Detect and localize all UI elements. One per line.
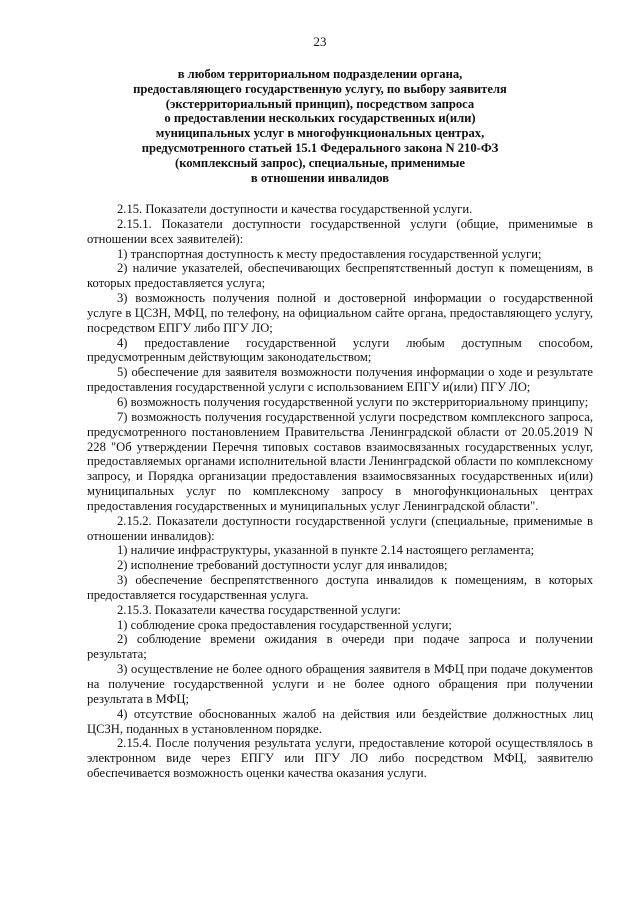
heading-line: в любом территориальном подразделении органа, [177, 67, 463, 81]
paragraph-2-15-1: 2.15.1. Показатели доступности государственной услуги (общие, применимые в отношении всех заявителей): [87, 216, 593, 246]
list-item: 4) отсутствие обоснованных жалоб на действия или бездействие должностных лиц ЦСЗН, поданных в установленном порядке. [87, 706, 593, 736]
list-item: 1) соблюдение срока предоставления государственной услуги; [117, 617, 452, 632]
list-item: 4) предоставление государственной услуги любым доступным способом, предусмотренным действующим законодательством; [87, 335, 593, 365]
list-item: 5) обеспечение для заявителя возможности получения информации о ходе и результате предоставления государственной услуги с использованием ЕПГУ и(или) ПГУ ЛО; [87, 365, 593, 395]
section-heading [110, 67, 530, 185]
list-item: 3) возможность получения полной и достоверной информации о государственной услуге в ЦСЗН, МФЦ, по телефону, на официальном сайте органа, предоставляющего услугу, посредством ЕПГУ либо ПГУ ЛО; [87, 291, 593, 335]
list-item: 2) соблюдение времени ожидания в очереди при подаче запроса и получении результата; [87, 632, 593, 662]
heading-line: о предоставлении нескольких государственных и(или) [164, 111, 476, 126]
list-item: 1) наличие инфраструктуры, указанной в пункте 2.14 настоящего регламента; [117, 543, 535, 558]
paragraph-2-15: 2.15. Показатели доступности и качества государственной услуги. [117, 202, 473, 216]
document-body [87, 202, 593, 781]
page-number: 23 [313, 34, 327, 49]
heading-line: (комплексный запрос), специальные, применимые [175, 155, 465, 170]
list-item: 7) возможность получения государственной услуги посредством комплексного запроса, предусмотренного постановлением Правительства Ленинградской области от 20.05.2019 N 228 "Об утверждении Перечня типовых составов взаимосвязанных государственных услуг, предоставляемых органами исполнительной власти Ленинградской области по комплексному запросу, и Порядка организации предоставления взаимосвязанных государственных и(или) муниципальных услуг по комплексному запросу в многофункциональных центрах предоставления государственных и муниципальных услуг Ленинградской области". [87, 409, 593, 513]
list-item: 6) возможность получения государственной услуги по экстерриториальному принципу; [117, 394, 589, 409]
list-item: 3) осуществление не более одного обращения заявителя в МФЦ при подаче документов на получение государственной услуги и не более одного обращения при получении результата в МФЦ; [87, 662, 593, 706]
list-item: 3) обеспечение беспрепятственного доступа инвалидов к помещениям, в которых предоставляется государственная услуга. [87, 573, 593, 602]
paragraph-2-15-2: 2.15.2. Показатели доступности государственной услуги (специальные, применимые в отношении инвалидов): [87, 513, 593, 543]
heading-line: (экстерриториальный принцип), посредством запроса [165, 96, 475, 111]
paragraph-2-15-3: 2.15.3. Показатели качества государственной услуги: [117, 602, 401, 617]
list-item: 2) исполнение требований доступности услуг для инвалидов; [117, 558, 448, 573]
list-item: 1) транспортная доступность к месту предоставления государственной услуги; [117, 246, 542, 261]
heading-line: предусмотренного статьей 15.1 Федерального закона N 210-ФЗ [141, 140, 499, 155]
heading-line: муниципальных услуг в многофункциональных центрах, [155, 126, 485, 141]
paragraph-2-15-4: 2.15.4. После получения результата услуги, предоставление которой осуществлялось в электронном виде через ЕПГУ или ПГУ ЛО либо посредством МФЦ, заявителю обеспечивается возможность оценки качества оказания услуги. [87, 736, 593, 781]
list-item: 2) наличие указателей, обеспечивающих беспрепятственный доступ к помещениям, в которых предоставляется услуга; [87, 261, 593, 291]
heading-line: в отношении инвалидов [250, 170, 390, 185]
heading-line: предоставляющего государственную услугу, по выбору заявителя [133, 81, 507, 96]
